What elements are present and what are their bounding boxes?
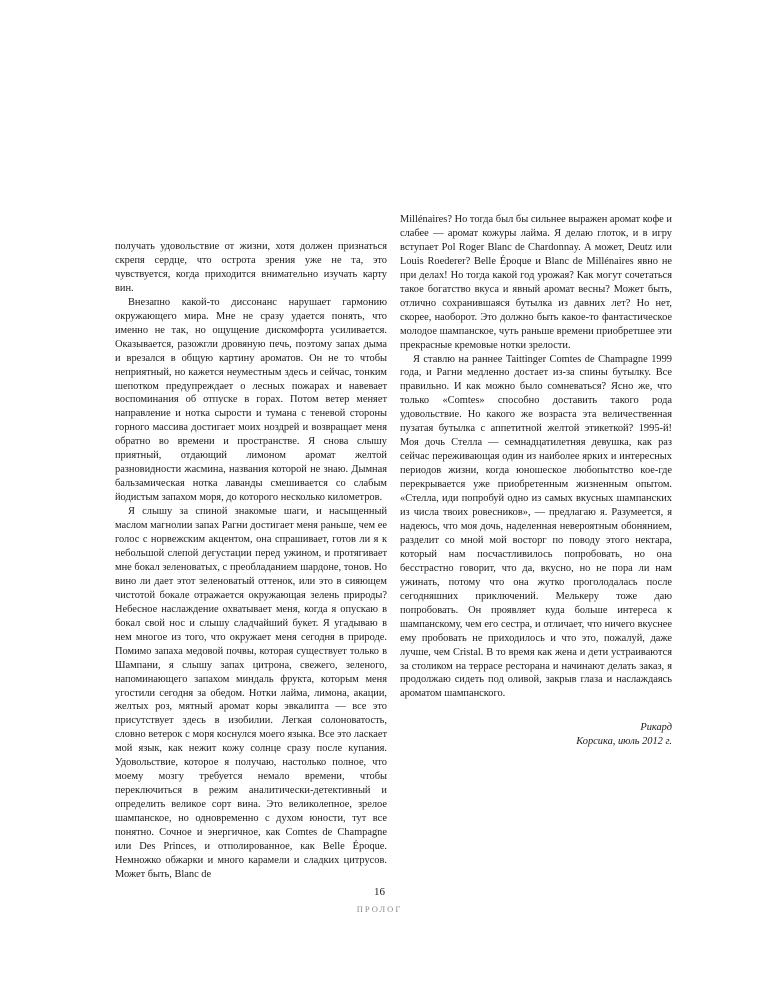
- left-text-column: [115, 240, 387, 882]
- paragraph: Я слышу за спиной знакомые шаги, и насыщенный маслом магнолии запах Рагни достигает меня раньше, чем ее голос с норвежским акцентом, она спрашивает, готов ли я к небольшой слепой дегустации перед ужином, и протягивает мне бокал зеленоватых, с преобладанием шардоне, тонов. Но вино ли дает этот зеленоватый оттенок, или это в сияющем чистотой бокале отражается окружающая зелень природы? Небесное наслаждение охватывает меня, когда я опускаю в бокал свой нос и слышу сладчайший букет. Я угадываю в нем многое из того, что окружает меня сегодня в природе. Помимо запаха медовой почвы, которая существует только в Шампани, я слышу запах цитрона, свежего, зеленого, напоминающего запахом миндаль фрукта, которым меня угостили сегодня за обедом. Нотки лайма, лимона, акации, желтых роз, мятный аромат коры эвкалипта — все это присутствует здесь в изобилии. Легкая солоноватость, словно ветерок с моря коснулся моего языка. Все это ласкает мой язык, как нежит кожу солнце сразу после купания. Удовольствие, которое я получаю, настолько полное, что моему мозгу требуется немало времени, чтобы переключиться в режим аналитически-детективный и определить великое сорт вина. Это великолепное, зрелое шампанское, но одновременно с духом юности, тут все понятно. Сочное и энергичное, как Comtes de Champagne или Des Princes, и отполированное, как Belle Époque. Немножко обжарки и много карамели и сладких цитрусов. Может быть, Blanc de: [115, 506, 387, 880]
- paragraph: получать удовольствие от жизни, хотя должен признаться скрепя сердце, что острота зрения уже не та, это чувствуется, когда приходится внимательно изучать карту вин.: [115, 241, 387, 294]
- right-text-column: [400, 213, 672, 749]
- paragraph: Я ставлю на раннее Taittinger Comtes de Champagne 1999 года, и Рагни медленно достает из-за спины бутылку. Все правильно. И как можно было сомневаться? Ясно же, что только «Comtes» способно доставить такого рода удовольствие. Но какого же возраста эта величественная пузатая бутылка с аппетитной желтой этикеткой? 1995-й! Моя дочь Стелла — семнадцатилетняя девушка, как раз сейчас переживающая один из наиболее ярких и интересных периодов жизни, когда юношеское любопытство кое-где перекрывается уже приобретенным жизненным опытом. «Стелла, иди попробуй одно из самых вкусных шампанских из числа твоих ровесников», — предлагаю я. Разумеется, я надеюсь, что моя дочь, наделенная невероятным обонянием, разделит со мной мой восторг по поводу этого нектара, который нам посчастливилось попробовать, но она бесстрастно говорит, что да, вкусно, но не пора ли нам ужинать, потому что она жутко проголодалась после сегодняшних приключений. Мелькеру тоже даю попробовать. Он проявляет куда больше интереса к шампанскому, чем его сестра, и отличает, что ничего вкуснее ему пробовать не приходилось и что это, пожалуй, даже лучше, чем Cristal. В то время как жена и дети устраиваются за столиком на террасе ресторана и начинают делать заказ, я продолжаю сидеть под оливой, закрыв глаза и наслаждаясь ароматом шампанского.: [400, 353, 672, 700]
- signature: [400, 721, 672, 749]
- paragraph: Внезапно какой-то диссонанс нарушает гармонию окружающего мира. Мне не сразу удается понять, что именно не так, но ощущение дискомфорта усиливается. Оказывается, разожгли дровяную печь, поэтому запах дыма и врезался в общую картину ароматов. Он не то чтобы неприятный, но кажется неуместным здесь и сейчас, тонким шепотком предупреждает о лесных пожарах и навевает воспоминания об отпуске в горах. Потом ветер меняет направление и нотка сырости и тумана с теневой стороны горного массива достигает моих ноздрей и возвращает меня обратно во времени и пространстве. Я снова слышу приятный, отдающий лимоном аромат желтой разновидности жасмина, названия которой не знаю. Дымная бальзамическая нотка лаванды смешивается со слабым йодистым запахом моря, до которого несколько километров.: [115, 296, 387, 504]
- running-title: ПРОЛОГ: [356, 904, 403, 914]
- signature-place-date: Корсика, июль 2012 г.: [576, 736, 672, 748]
- page-number: 16: [374, 886, 385, 898]
- paragraph: Millénaires? Но тогда был бы сильнее выражен аромат кофе и слабее — аромат кожуры лайма. Я делаю глоток, и в игру вступает Pol Roger Blanc de Chardonnay. А может, Deutz или Louis Roederer? Belle Époque и Blanc de Millénaires явно не при делах! Но тогда какой год урожая? Как могут сочетаться такое богатство вкуса и явный аромат весны? Может быть, отлично сохранившаяся бутылка из давних лет? Но нет, скорее, наоборот. Это должно быть какое-то фантастическое молодое шампанское, чуть раньше времени приобретшее эти прекрасные кремовые нотки зрелости.: [400, 214, 672, 351]
- signature-name: Рикард: [640, 722, 672, 734]
